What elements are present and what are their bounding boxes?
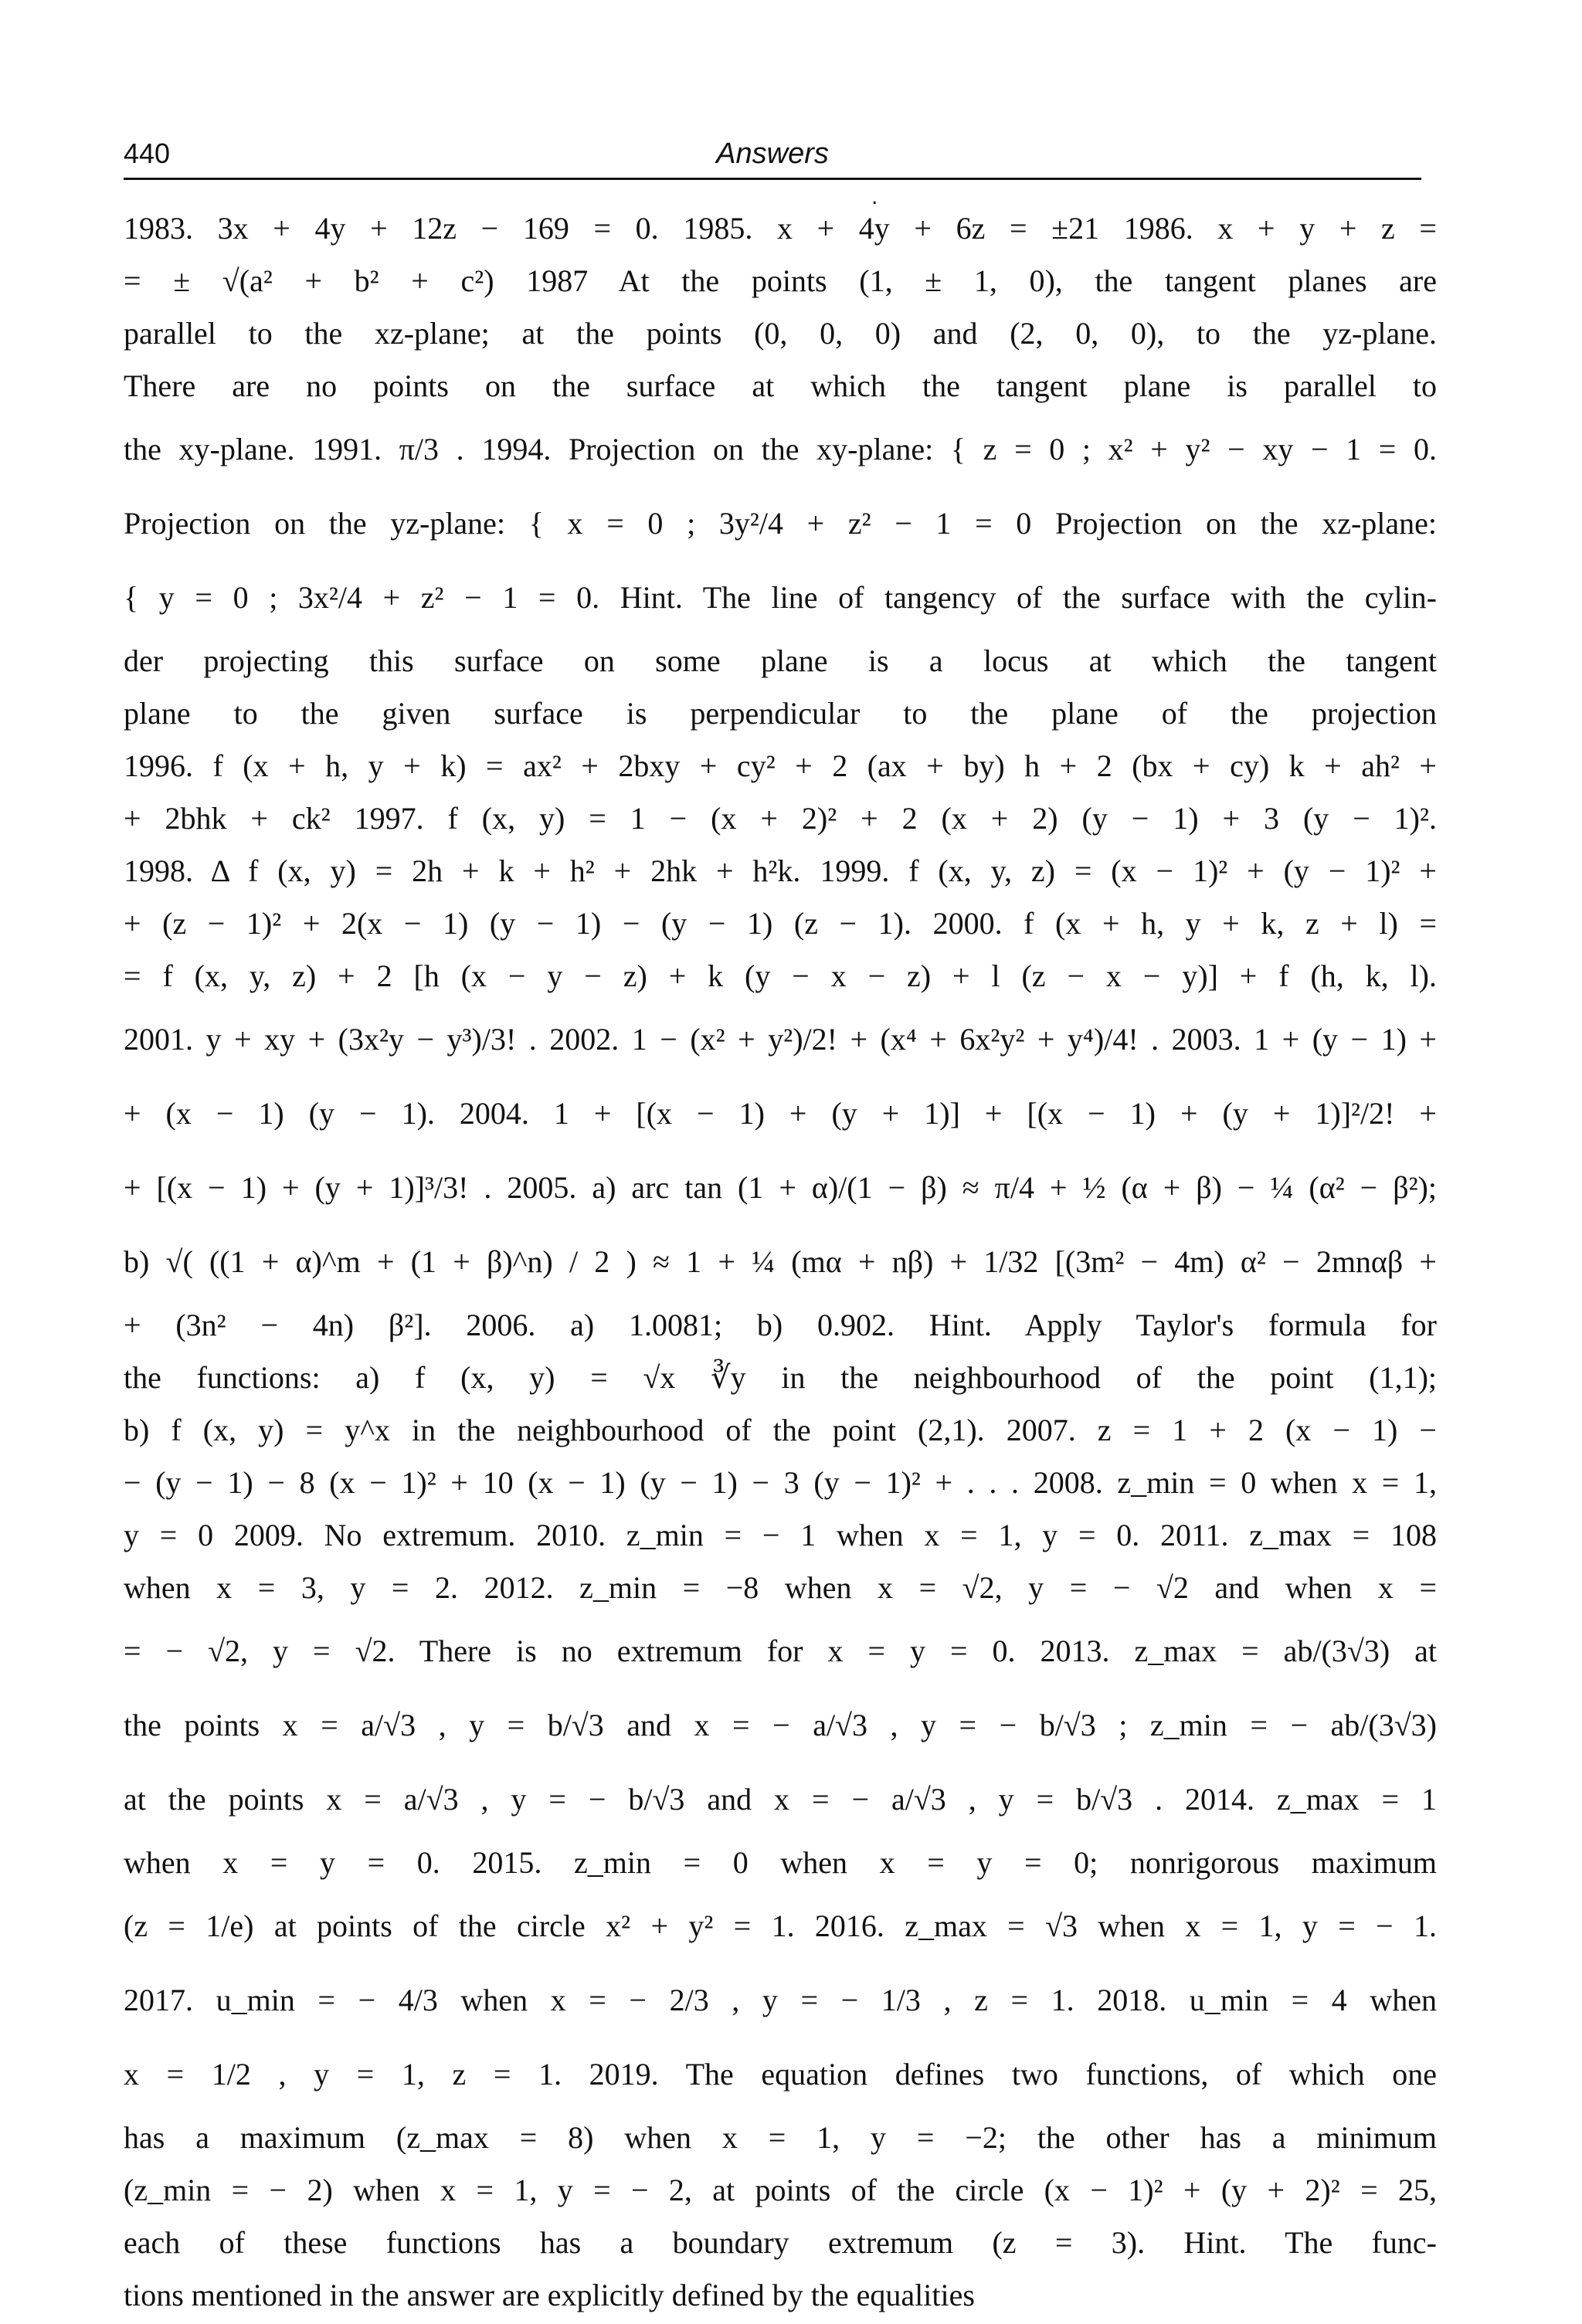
text-line: { y = 0 ; 3x²/4 + z² − 1 = 0. Hint. The line of tangency of the surface with the cylin-: [124, 580, 1437, 615]
text-line: x = 1/2 , y = 1, z = 1. 2019. The equation defines two functions, of which one: [124, 2057, 1437, 2092]
text-line: when x = y = 0. 2015. z_min = 0 when x = y = 0; nonrigorous maximum: [124, 1845, 1437, 1880]
text-line: der projecting this surface on some plane is a locus at which the tangent: [124, 643, 1437, 678]
text-line: + 2bhk + ck² 1997. f (x, y) = 1 − (x + 2)² + 2 (x + 2) (y − 1) + 3 (y − 1)².: [124, 801, 1437, 836]
text-line: = − √2, y = √2. There is no extremum for x = y = 0. 2013. z_max = ab/(3√3) at: [124, 1634, 1437, 1668]
text-line: y = 0 2009. No extremum. 2010. z_min = − 1 when x = 1, y = 0. 2011. z_max = 108: [124, 1518, 1437, 1552]
text-line: 1996. f (x + h, y + k) = ax² + 2bxy + cy² + 2 (ax + by) h + 2 (bx + cy) k + ah² +: [124, 748, 1437, 783]
text-line: Projection on the yz-plane: { x = 0 ; 3y²/4 + z² − 1 = 0 Projection on the xz-plane:: [124, 506, 1437, 541]
text-line: parallel to the xz-plane; at the points (0, 0, 0) and (2, 0, 0), to the yz-plane.: [124, 316, 1437, 351]
text-line: the xy-plane. 1991. π/3 . 1994. Projection on the xy-plane: { z = 0 ; x² + y² − xy − 1 = 0.: [124, 432, 1437, 466]
text-line: each of these functions has a boundary extremum (z = 3). Hint. The func-: [124, 2225, 1437, 2260]
answers-text: [124, 202, 1437, 2322]
text-line: (z = 1/e) at points of the circle x² + y² = 1. 2016. z_max = √3 when x = 1, y = − 1.: [124, 1908, 1437, 1943]
text-line: plane to the given surface is perpendicular to the plane of the projection: [124, 696, 1437, 731]
text-line: when x = 3, y = 2. 2012. z_min = −8 when x = √2, y = − √2 and when x =: [124, 1570, 1437, 1605]
text-line: = f (x, y, z) + 2 [h (x − y − z) + k (y − x − z) + l (z − x − y)] + f (h, k, l).: [124, 958, 1437, 993]
text-line: 2017. u_min = − 4/3 when x = − 2/3 , y = − 1/3 , z = 1. 2018. u_min = 4 when: [124, 1983, 1437, 2017]
text-line: + (x − 1) (y − 1). 2004. 1 + [(x − 1) + (y + 1)] + [(x − 1) + (y + 1)]²/2! +: [124, 1096, 1437, 1131]
text-line: has a maximum (z_max = 8) when x = 1, y = −2; the other has a minimum: [124, 2120, 1437, 2155]
header-dot: .: [871, 184, 878, 209]
text-line: There are no points on the surface at which the tangent plane is parallel to: [124, 368, 1437, 403]
text-line: (z_min = − 2) when x = 1, y = − 2, at points of the circle (x − 1)² + (y + 2)² = 25,: [124, 2173, 1437, 2207]
text-line: the points x = a/√3 , y = b/√3 and x = − a/√3 , y = − b/√3 ; z_min = − ab/(3√3): [124, 1708, 1437, 1742]
page-number: 440: [124, 137, 171, 169]
running-title: Answers: [716, 137, 829, 170]
text-line: + [(x − 1) + (y + 1)]³/3! . 2005. a) arc tan (1 + α)/(1 − β) ≈ π/4 + ½ (α + β) − ¼ (α² − β²);: [124, 1170, 1437, 1205]
text-line: 1998. Δ f (x, y) = 2h + k + h² + 2hk + h²k. 1999. f (x, y, z) = (x − 1)² + (y − 1)² +: [124, 853, 1437, 888]
text-line: the functions: a) f (x, y) = √x ∛y in the neighbourhood of the point (1,1);: [124, 1360, 1437, 1395]
text-line: b) √( ((1 + α)^m + (1 + β)^n) / 2 ) ≈ 1 + ¼ (mα + nβ) + 1/32 [(3m² − 4m) α² − 2mnαβ +: [124, 1244, 1437, 1279]
text-line: 2001. y + xy + (3x²y − y³)/3! . 2002. 1 − (x² + y²)/2! + (x⁴ + 6x²y² + y⁴)/4! . 2003. 1 + (y − 1) +: [124, 1022, 1437, 1057]
text-line: b) f (x, y) = y^x in the neighbourhood of the point (2,1). 2007. z = 1 + 2 (x − 1) −: [124, 1413, 1437, 1447]
text-line: − (y − 1) − 8 (x − 1)² + 10 (x − 1) (y − 1) − 3 (y − 1)² + . . . 2008. z_min = 0 when x = 1,: [124, 1465, 1437, 1500]
text-line: at the points x = a/√3 , y = − b/√3 and x = − a/√3 , y = b/√3 . 2014. z_max = 1: [124, 1782, 1437, 1817]
text-line: tions mentioned in the answer are explicitly defined by the equalities: [124, 2278, 975, 2312]
page-header: [124, 137, 1421, 209]
text-line: = ± √(a² + b² + c²) 1987 At the points (1, ± 1, 0), the tangent planes are: [124, 263, 1437, 298]
text-line: + (3n² − 4n) β²]. 2006. a) 1.0081; b) 0.902. Hint. Apply Taylor's formula for: [124, 1308, 1437, 1342]
text-line: + (z − 1)² + 2(x − 1) (y − 1) − (y − 1) (z − 1). 2000. f (x + h, y + k, z + l) =: [124, 906, 1437, 941]
text-line: 1983. 3x + 4y + 12z − 169 = 0. 1985. x + 4y + 6z = ±21 1986. x + y + z =: [124, 211, 1437, 246]
